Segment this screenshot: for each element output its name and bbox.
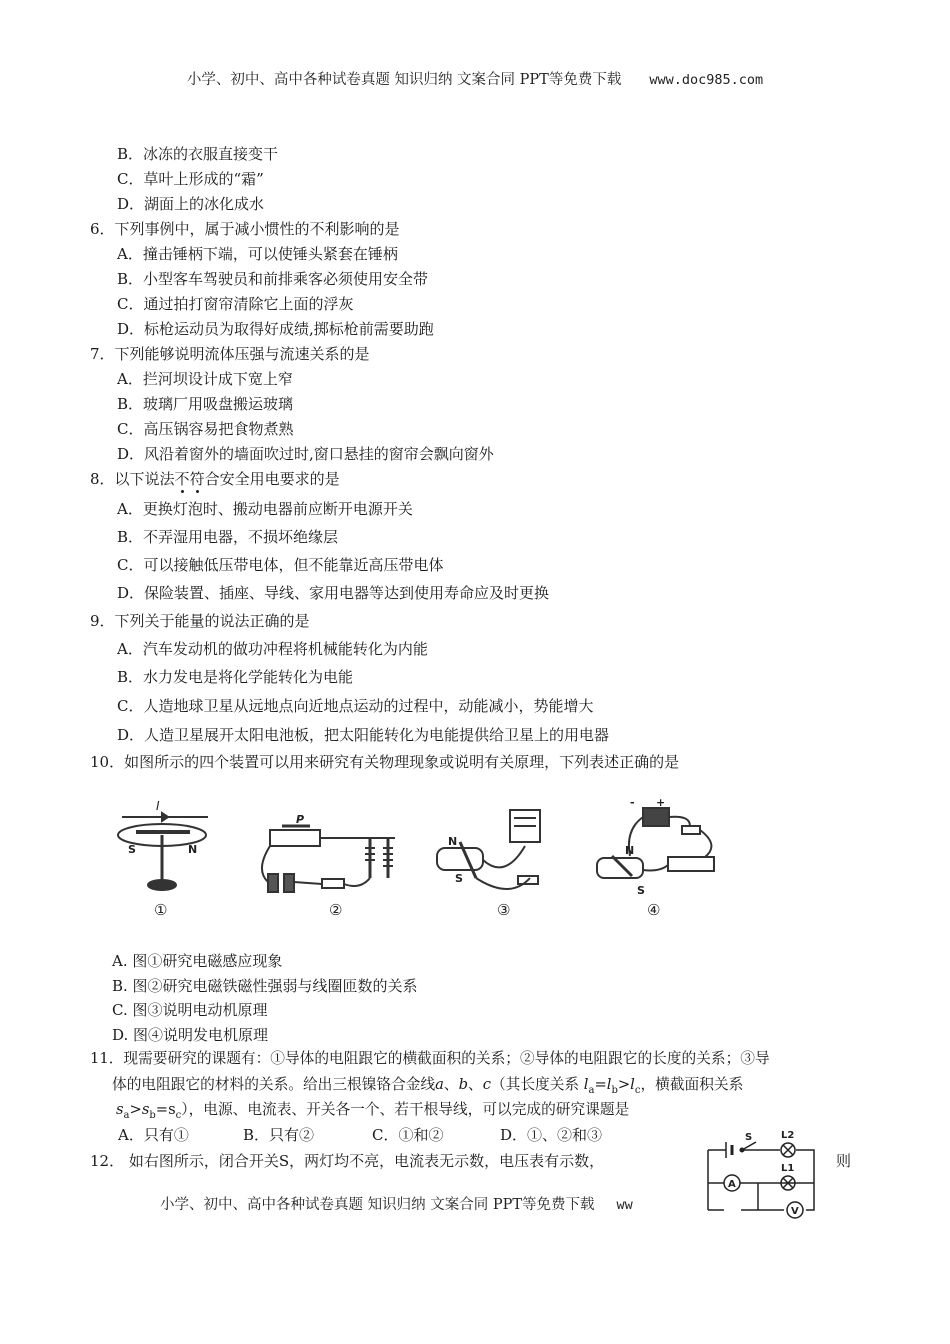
- figure-4-label: ④: [647, 901, 661, 919]
- q10-option-a: A. 图①研究电磁感应现象: [112, 952, 283, 970]
- q11-sep-2: 、: [468, 1076, 483, 1093]
- q9-option-b: B．水力发电是将化学能转化为电能: [117, 668, 354, 686]
- q11-var-a: a: [435, 1076, 444, 1093]
- q11-area-relation: [116, 1101, 182, 1121]
- q11-len-s2: b: [611, 1084, 618, 1096]
- q8-stem: [90, 468, 340, 490]
- q8-emphasis-conform: 符: [189, 470, 205, 488]
- q11-area-s3: c: [175, 1109, 182, 1121]
- q6-option-d: D．标枪运动员为取得好成绩,掷标枪前需要助跑: [117, 320, 434, 338]
- q11-option-b: B．只有②: [243, 1126, 315, 1144]
- figure-3-wires: [476, 846, 530, 889]
- figure-3-motor: [437, 810, 540, 889]
- q11-area-a2: s: [141, 1101, 150, 1118]
- q7-option-a: A．拦河坝设计成下宽上窄: [117, 370, 293, 388]
- q11-line-1: 11．现需要研究的课题有：①导体的电阻跟它的横截面积的关系；②导体的电阻跟它的长度的关系；③导: [90, 1050, 770, 1067]
- circuit-lamp-l2-label: L2: [781, 1130, 795, 1141]
- circuit-ammeter-label: A: [728, 1179, 736, 1190]
- q6-option-b: B．小型客车驾驶员和前排乘客必须使用安全带: [117, 270, 429, 288]
- figure-3-meter-scale: [514, 818, 536, 826]
- q5-option-d: D．湖面上的冰化成水: [117, 195, 265, 213]
- figure-2-battery-1: [268, 874, 278, 892]
- figure-4-generator: [597, 796, 714, 897]
- figure-1-current-label: I: [156, 799, 160, 813]
- q11-line-3-post: ），电源、电流表、开关各一个、若干根导线，可以完成的研究课题是: [181, 1101, 630, 1118]
- q11-line-2-mid: （其长度关系: [490, 1076, 580, 1093]
- figure-3-south-label: S: [455, 872, 463, 885]
- q6-option-a: A．撞击锤柄下端，可以使锤头紧套在锤柄: [117, 245, 398, 263]
- figure-1-north-label: N: [188, 843, 198, 856]
- q7-option-c: C．高压锅容易把食物煮熟: [117, 420, 294, 438]
- q11-line-2-post: ，横截面积关系: [640, 1076, 744, 1093]
- q9-option-a: A．汽车发动机的做功冲程将机械能转化为内能: [117, 640, 428, 658]
- q12-circuit-diagram: [696, 1128, 826, 1226]
- figure-1-base: [148, 880, 176, 890]
- q8-option-c: C．可以接触低压带电体，但不能靠近高压带电体: [117, 556, 444, 574]
- figure-4-magnet: [597, 858, 643, 878]
- q11-len-s3: c: [634, 1084, 641, 1096]
- q11-area-op2: =s: [155, 1101, 176, 1118]
- q12-stem: 12． 如右图所示，闭合开关S，两灯均不亮，电流表无示数，电压表有示数，: [90, 1152, 605, 1170]
- circuit-lamp-l1-label: L1: [781, 1163, 795, 1174]
- q8-option-d: D．保险装置、插座、导线、家用电器等达到使用寿命应及时更换: [117, 584, 550, 602]
- q11-var-c: c: [482, 1076, 491, 1093]
- figure-2-switch: [322, 879, 344, 888]
- q11-option-a: A．只有①: [118, 1126, 189, 1144]
- figure-1-label: ①: [154, 901, 168, 919]
- q9-option-c: C．人造地球卫星从远地点向近地点运动的过程中，动能减小，势能增大: [117, 697, 594, 715]
- q6-stem: 6．下列事例中，属于减小惯性的不利影响的是: [90, 220, 400, 238]
- q8-option-b: B．不弄湿用电器，不损坏绝缘层: [117, 528, 339, 546]
- page-footer: [160, 1193, 633, 1214]
- q8-emphasis-not: 不: [174, 470, 190, 488]
- q11-option-c: C．①和②: [372, 1126, 444, 1144]
- q10-figures: [0, 790, 950, 930]
- figure-3-magnet: [437, 848, 483, 870]
- q7-stem: 7．下列能够说明流体压强与流速关系的是: [90, 345, 370, 363]
- figure-3-label: ③: [497, 901, 511, 919]
- q10-stem: 10．如图所示的四个装置可以用来研究有关物理现象或说明有关原理，下列表述正确的是: [90, 753, 680, 771]
- q7-option-b: B．玻璃厂用吸盘搬运玻璃: [117, 395, 294, 413]
- q10-option-b: B. 图②研究电磁铁磁性强弱与线圈匝数的关系: [112, 977, 418, 995]
- q11-len-op1: =: [594, 1076, 607, 1093]
- q5-option-b: B．冰冻的衣服直接变干: [117, 145, 279, 163]
- figure-2-battery-2: [284, 874, 294, 892]
- figure-1-south-label: S: [128, 843, 136, 856]
- q11-area-op1: >: [129, 1101, 142, 1118]
- q11-len-l1: l: [583, 1076, 589, 1093]
- figure-1-oersted: [118, 799, 208, 890]
- q11-area-s1: a: [123, 1109, 130, 1121]
- figure-4-wires: [629, 817, 712, 871]
- figure-4-north-label: N: [625, 844, 635, 857]
- q9-stem: 9．下列关于能量的说法正确的是: [90, 612, 310, 630]
- q9-option-d: D．人造卫星展开太阳电池板，把太阳能转化为电能提供给卫星上的用电器: [117, 726, 610, 744]
- figure-2-label: ②: [329, 901, 343, 919]
- page-header: [0, 68, 950, 89]
- q8-stem-pre: 8．以下说法: [90, 470, 175, 488]
- figure-4-minus-label: -: [630, 796, 635, 809]
- circuit-switch-pivot: [740, 1148, 744, 1152]
- figure-2-electromagnet: [262, 813, 395, 892]
- figure-4-plus-label: +: [656, 796, 666, 809]
- circuit-voltmeter-label: V: [791, 1206, 799, 1217]
- circuit-lamp-l2-cross: [783, 1145, 793, 1155]
- header-url[interactable]: www.doc985.com: [649, 72, 764, 88]
- q11-sep-1: 、: [443, 1076, 459, 1093]
- q11-len-s1: a: [588, 1084, 595, 1096]
- q11-length-relation: [583, 1076, 641, 1096]
- q11-line-2-pre: 体的电阻跟它的材料的关系。给出三根镍铬合金线: [112, 1076, 436, 1093]
- q11-area-a1: s: [116, 1101, 124, 1118]
- q12-stem-tail: 则: [836, 1152, 852, 1170]
- q6-option-c: C．通过拍打窗帘清除它上面的浮灰: [117, 295, 354, 313]
- q8-option-a: A．更换灯泡时、搬动电器前应断开电源开关: [117, 500, 413, 518]
- q11-len-op2: >: [617, 1076, 631, 1093]
- figure-1-current-arrow: [162, 813, 168, 821]
- q11-line-2: [112, 1074, 743, 1102]
- footer-url-cut[interactable]: ww: [616, 1197, 633, 1213]
- figure-4-battery: [643, 808, 669, 826]
- figure-2-slider-label: P: [296, 813, 305, 826]
- q7-option-d: D．风沿着窗外的墙面吹过时,窗口悬挂的窗帘会飘向窗外: [117, 445, 494, 463]
- q11-line-3: [116, 1099, 629, 1127]
- q8-stem-post: 合安全用电要求的是: [204, 470, 340, 488]
- q10-option-c: C. 图③说明电动机原理: [112, 1001, 268, 1019]
- figure-3-north-label: N: [448, 835, 458, 848]
- q11-area-s2: b: [149, 1109, 156, 1121]
- circuit-switch-label: S: [745, 1132, 753, 1143]
- header-text: 小学、初中、高中各种试卷真题 知识归纳 文案合同 PPT等免费下载: [186, 72, 622, 88]
- figure-4-south-label: S: [637, 884, 645, 897]
- q11-option-d: D．①、②和③: [500, 1126, 603, 1144]
- q11-len-l2: l: [606, 1076, 612, 1093]
- q11-var-b: b: [458, 1076, 469, 1093]
- figure-4-switch: [682, 826, 700, 834]
- q10-option-d: D. 图④说明发电机原理: [112, 1026, 269, 1044]
- q11-len-l3: l: [630, 1076, 635, 1093]
- q5-option-c: C．草叶上形成的“霜”: [117, 170, 264, 188]
- figure-2-rheostat: [270, 830, 320, 846]
- figure-4-rheostat: [668, 857, 714, 871]
- footer-text: 小学、初中、高中各种试卷真题 知识归纳 文案合同 PPT等免费下载: [160, 1197, 595, 1213]
